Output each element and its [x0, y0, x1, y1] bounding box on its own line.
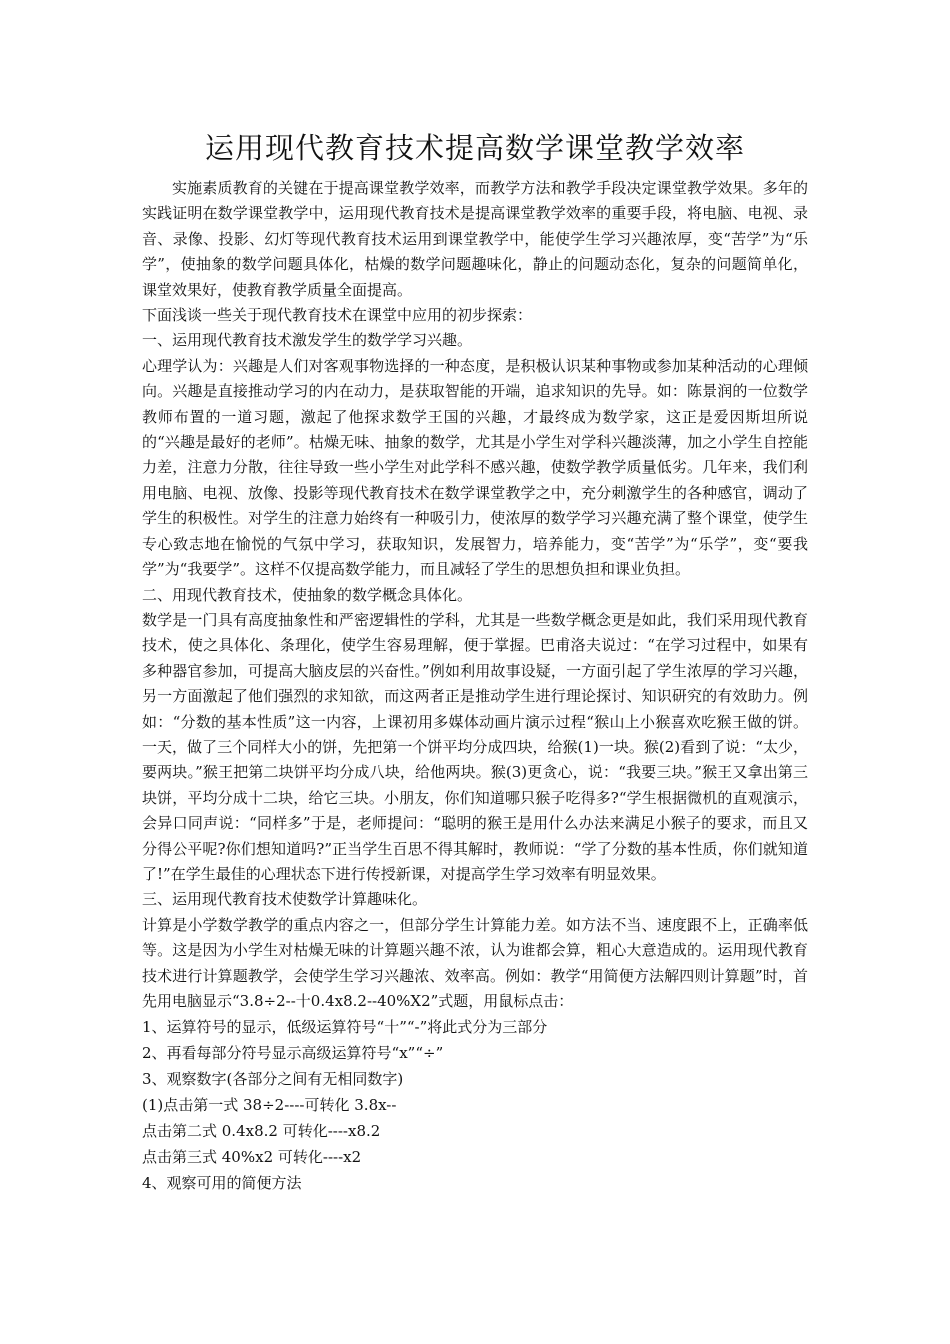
overview-line: 下面浅谈一些关于现代教育技术在课堂中应用的初步探索： — [142, 306, 533, 325]
section-1-paragraph: 心理学认为：兴趣是人们对客观事物选择的一种态度，是积极认识某种事物或参加某种活动的心理倾向。兴趣是直接推动学习的内在动力，是获取智能的开端，追求知识的先导。如：陈景润的一位数学教师布置的一道习题，激起了他探求数学王国的兴趣，才最终成为数学家，这正是爱因斯坦所说的“兴趣是最好的老师”。枯燥无味、抽象的数学，尤其是小学生对学科兴趣淡薄，加之小学生自控能力差，注意力分散，往往导致一些小学生对此学科不感兴趣，使数学教学质量低劣。几年来，我们利用电脑、电视、放像、投影等现代教育技术在数学课堂教学之中，充分刺激学生的各种感官，调动了学生的积极性。对学生的注意力始终有一种吸引力，使浓厚的数学学习兴趣充满了整个课堂，使学生专心致志地在愉悦的气氛中学习，获取知识，发展智力，培养能力，变“苦学”为“乐学”，变“要我学”为“我要学”。这样不仅提高数学能力，而且减轻了学生的思想负担和课业负担。 — [142, 356, 808, 579]
step-line: 点击第二式 0.4x8.2 可转化----x8.2 — [142, 1122, 381, 1141]
section-2-heading: 二、用现代教育技术，使抽象的数学概念具体化。 — [142, 585, 473, 604]
section-1-heading: 一、运用现代教育技术激发学生的数学学习兴趣。 — [142, 331, 473, 350]
section-2-paragraph: 数学是一门具有高度抽象性和严密逻辑性的学科，尤其是一些数学概念更是如此，我们采用现代教育技术，使之具体化、条理化，使学生容易理解，便于掌握。巴甫洛夫说过：“在学习过程中，如果有多种器官参加，可提高大脑皮层的兴奋性。”例如利用故事设疑，一方面引起了学生浓厚的学习兴趣，另一方面激起了他们强烈的求知欲，而这两者正是推动学生进行理论探讨、知识研究的有效助力。例如：“分数的基本性质”这一内容，上课初用多媒体动画片演示过程“猴山上小猴喜欢吃猴王做的饼。一天，做了三个同样大小的饼，先把第一个饼平均分成四块，给猴(1)一块。猴(2)看到了说：“太少，要两块。”猴王把第二块饼平均分成八块，给他两块。猴(3)更贪心，说：“我要三块。”猴王又拿出第三块饼，平均分成十二块，给它三块。小朋友，你们知道哪只猴子吃得多?“学生根据微机的直观演示，会异口同声说：“同样多”于是，老师提问：“聪明的猴王是用什么办法来满足小猴子的要求，而且又分得公平呢?你们想知道吗?”正当学生百思不得其解时，教师说：“学了分数的基本性质，你们就知道了!”在学生最佳的心理状态下进行传授新课，对提高学生学习效率有明显效果。 — [142, 610, 808, 883]
step-line: 4、观察可用的简便方法 — [142, 1174, 302, 1193]
intro-paragraph: 实施素质教育的关键在于提高课堂教学效率，而教学方法和教学手段决定课堂教学效果。多年的实践证明在数学课堂教学中，运用现代教育技术是提高课堂教学效率的重要手段，将电脑、电视、录音、录像、投影、幻灯等现代教育技术运用到课堂教学中，能使学生学习兴趣浓厚，变“苦学”为“乐学”，使抽象的数学问题具体化，枯燥的数学问题趣味化，静止的问题动态化，复杂的问题简单化，课堂效果好，使教育教学质量全面提高。 — [142, 179, 808, 299]
step-line: 3、观察数字(各部分之间有无相同数字) — [142, 1070, 404, 1089]
step-line: 1、运算符号的显示，低级运算符号“十”“-”将此式分为三部分 — [142, 1018, 548, 1037]
document-body — [142, 176, 808, 1196]
step-line: (1)点击第一式 38÷2----可转化 3.8x-- — [142, 1096, 397, 1115]
section-3-heading: 三、运用现代教育技术使数学计算趣味化。 — [142, 890, 428, 909]
step-line: 点击第三式 40%x2 可转化----x2 — [142, 1148, 362, 1167]
step-line: 2、再看每部分符号显示高级运算符号“x”“÷” — [142, 1044, 444, 1063]
section-3-paragraph: 计算是小学数学教学的重点内容之一，但部分学生计算能力差。如方法不当、速度跟不上，正确率低等。这是因为小学生对枯燥无味的计算题兴趣不浓，认为谁都会算，粗心大意造成的。运用现代教育技术进行计算题教学，会使学生学习兴趣浓、效率高。例如：教学“用简便方法解四则计算题”时，首先用电脑显示“3.8÷2--十0.4x8.2--40%X2”式题，用鼠标点击： — [142, 915, 808, 1010]
document-title: 运用现代教育技术提高数学课堂教学效率 — [204, 131, 745, 165]
